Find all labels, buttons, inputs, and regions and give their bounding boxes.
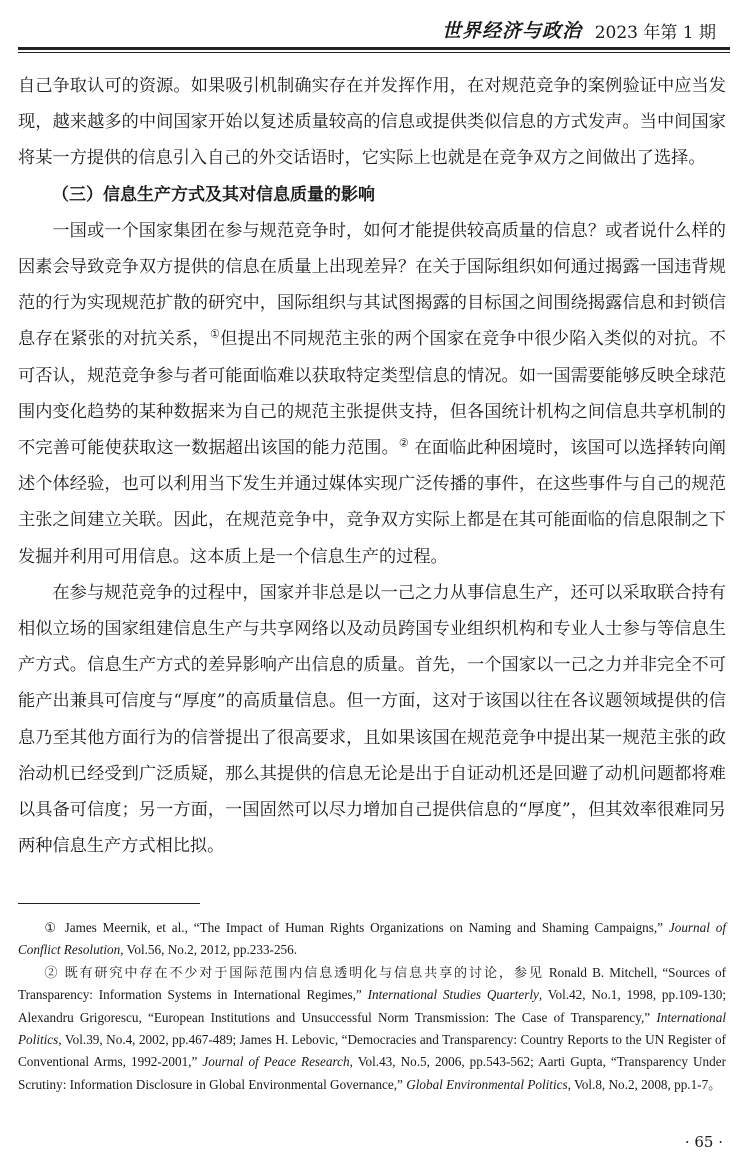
footnotes [18, 917, 726, 1096]
page-number: · 65 · [684, 1133, 723, 1151]
paragraph-production-methods: 在参与规范竞争的过程中，国家并非总是以一己之力从事信息生产，还可以采取联合持有相似立场的国家组建信息生产与共享网络以及动员跨国专业组织机构和专业人士参与等信息生产方式。信息生产方式的差异影响产出信息的质量。首先，一个国家以一己之力并非完全不可能产出兼具可信度与“厚度”的高质量信息。但一方面，这对于该国以往在各议题领域提供的信息乃至其他方面行为的信誉提出了很高要求，且如果该国在规范竞争中提出某一规范主张的政治动机已经受到广泛质疑，那么其提供的信息无论是出于自证动机还是回避了动机问题都将难以具备可信度；另一方面，一国固然可以尽力增加自己提供信息的“厚度”，但其效率很难同另两种信息生产方式相比拟。 [18, 582, 726, 857]
footnote-text: , Vol.8, No.2, 2008, pp.1-7。 [567, 1076, 722, 1092]
footnote-text: James Meernik, et al., “The Impact of Human Rights Organizations on Naming and Shaming Campaigns,” [58, 920, 669, 935]
paragraph-information-production [18, 213, 726, 575]
footnote-1 [18, 917, 726, 962]
footnote-marker: ② [44, 964, 60, 980]
paragraph-text: 一国或一个国家集团在参与规范竞争时，如何才能提供较高质量的信息？或者说什么样的因素会导致竞争双方提供的信息在质量上出现差异？在关于国际组织如何通过揭露一国违背规范的行为实现规范扩散的研究中，国际组织与其试图揭露的目标国之间围绕揭露信息和封锁信息存在紧张的对抗关系， [18, 220, 726, 350]
issue-label: 2023 年第 1 期 [594, 23, 716, 43]
paragraph-text: 但提出不同规范主张的两个国家在竞争中很少陷入类似的对抗。不可否认，规范竞争参与者可能面临难以获取特定类型信息的情况。如一国需要能够反映全球范围内变化趋势的某种数据来为自己的规范主张提供支持，但各国统计机构之间信息共享机制的不完善可能使获取这一数据超出该国的能力范围。 [18, 329, 726, 459]
journal-title: Global Environmental Politics [406, 1076, 568, 1092]
journal-title: International Studies Quarterly [367, 987, 539, 1003]
footnote-separator [18, 903, 200, 904]
footnote-text: , Vol.39, No.4, 2002, pp.467-489; James H. Lebovic, “Democracies and Transparency: Country Reports to the UN Register of Conventional Arms, 1992-2001,” [18, 1032, 726, 1070]
paragraph-text: 在面临此种困境时，该国可以选择转向阐述个体经验，也可以利用当下发生并通过媒体实现广泛传播的事件，在这些事件与自己的规范主张之间建立关联。因此，在规范竞争中，竞争双方实际上都是在其可能面临的信息限制之下发掘并利用可用信息。这本质上是一个信息生产的过程。 [18, 438, 726, 567]
footnote-text: , Vol.56, No.2, 2012, pp.233-256. [120, 942, 298, 958]
page-header [18, 8, 730, 48]
footnote-text: , Vol.43, No.5, 2006, pp.543-562; Aarti Gupta, “Transparency Under Scrutiny: Information Disclosure in Global Environmental Governance,” [18, 1054, 726, 1092]
footnote-marker: ① [44, 920, 59, 935]
header-rule-thick [18, 47, 730, 50]
footnote-ref-1[interactable]: ① [209, 327, 221, 341]
journal-title: International Politics [18, 1009, 726, 1048]
footnote-text: , Vol.42, No.1, 1998, pp.109-130; Alexandru Grigorescu, “European Institutions and Unsuccessful Norm Transmission: The Case of Transparency,” [18, 987, 727, 1025]
journal-name: 世界经济与政治 [441, 20, 582, 42]
footnote-2 [18, 962, 726, 1096]
journal-title: Journal of Conflict Resolution [18, 920, 726, 958]
article-body [18, 68, 726, 864]
paragraph-continued: 自己争取认可的资源。如果吸引机制确实存在并发挥作用，在对规范竞争的案例验证中应当发现，越来越多的中间国家开始以复述质量较高的信息或提供类似信息的方式发声。当中间国家将某一方提供的信息引入自己的外交话语时，它实际上也就是在竞争双方之间做出了选择。 [18, 76, 726, 169]
footnote-text: 既有研究中存在不少对于国际范围内信息透明化与信息共享的讨论，参见 Ronald B. Mitchell, “Sources of Transparency: Information Systems in International Regimes,” [18, 964, 726, 1003]
section-heading: （三）信息生产方式及其对信息质量的影响 [52, 184, 375, 205]
header-rule-thin [18, 52, 730, 53]
footnote-ref-2[interactable]: ② [398, 436, 409, 450]
journal-title: Journal of Peace Research [202, 1054, 350, 1070]
